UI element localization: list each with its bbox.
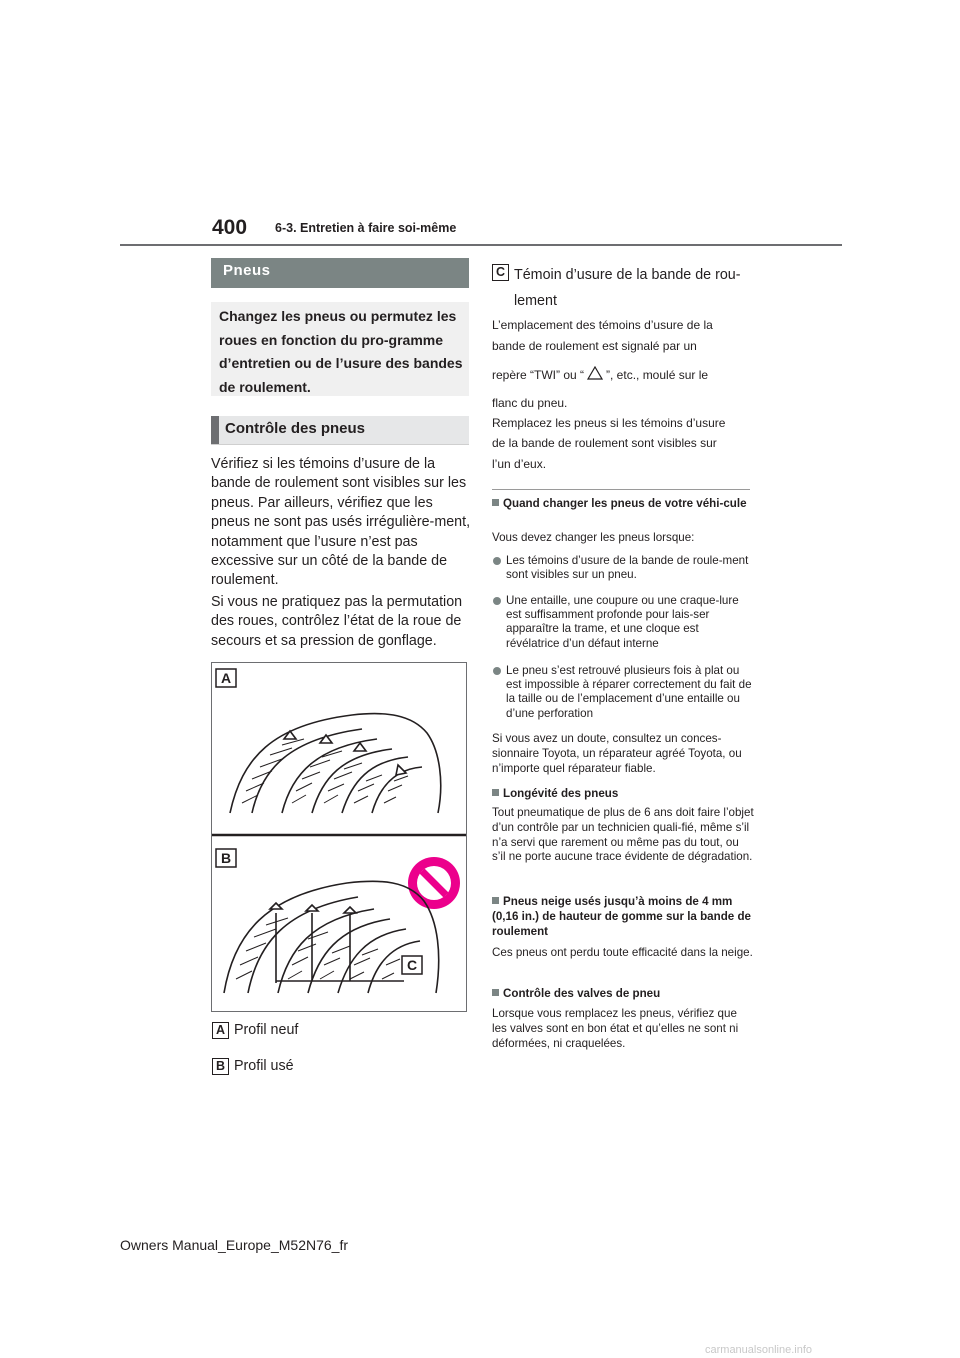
note-1-end: Si vous avez un doute, consultez un conces-sionnaire Toyota, un réparateur agréé Toyota, ou n’importe quel réparateur fiable. xyxy=(492,732,742,775)
header-rule xyxy=(120,244,842,246)
controle-heading-bar xyxy=(211,416,469,445)
c-desc-3a: repère “TWI” ou “ xyxy=(492,368,585,382)
note-square-icon xyxy=(492,897,499,904)
c-title xyxy=(492,262,767,314)
label-c: C xyxy=(406,957,418,973)
legend-a-text: Profil neuf xyxy=(234,1022,299,1038)
note-3-title: Pneus neige usés jusqu’à moins de 4 mm (0,16 in.) de hauteur de gomme sur la bande de roulement xyxy=(492,895,751,938)
paragraph-2: Si vous ne pratiquez pas la permutation des roues, contrôlez l’état de la roue de secours et sa pression de gonflage. xyxy=(211,594,463,649)
note-2-text: Tout pneumatique de plus de 6 ans doit faire l’objet d’un contrôle par un technicien quali-fié, même s’il n’a servi que rarement ou même pas du tout, ou s’il ne porte aucune trace évidente de dégradation. xyxy=(492,806,754,864)
intro-text: Changez les pneus ou permutez les roues en fonction du pro-gramme d’entretien ou de l’usure des bandes de roulement. xyxy=(219,308,463,395)
c-desc-3b: ”, etc., moulé sur le xyxy=(606,368,709,382)
note-3-text: Ces pneus ont perdu toute efficacité dans la neige. xyxy=(492,946,753,959)
c-key: C xyxy=(492,264,509,281)
label-b: B xyxy=(220,850,232,866)
c-title-line-1: Témoin d’usure de la bande de rou- xyxy=(514,267,741,283)
legend-a xyxy=(212,1022,299,1039)
note-4-title: Contrôle des valves de pneu xyxy=(492,987,754,1002)
prohibited-icon xyxy=(408,857,460,909)
legend-a-key: A xyxy=(212,1022,229,1039)
c-desc-6: de la bande de roulement sont visibles sur xyxy=(492,436,717,450)
label-a: A xyxy=(220,670,232,686)
note-4-text: Lorsque vous remplacez les pneus, vérifiez que les valves sont en bon état et qu’elles ne sont ni déformées, ni craquelées. xyxy=(492,1007,739,1050)
c-desc-5: Remplacez les pneus si les témoins d’usure xyxy=(492,416,726,430)
notes-rule xyxy=(492,489,750,490)
c-desc-2: bande de roulement est signalé par un xyxy=(492,339,697,353)
pneus-title: Pneus xyxy=(223,262,271,279)
worn-tire xyxy=(224,881,439,993)
legend-b-key: B xyxy=(212,1058,229,1075)
bullet-dot-icon xyxy=(493,667,501,675)
note-1-bullet-2: Une entaille, une coupure ou une craque-lure est suffisamment profonde pour lais-ser apparaître la trame, et une cloque est révélatrice d’un défaut interne xyxy=(492,594,754,651)
controle-heading: Contrôle des pneus xyxy=(225,420,366,437)
note-square-icon xyxy=(492,989,499,996)
legend-b xyxy=(212,1058,294,1075)
section-title: 6-3. Entretien à faire soi-même xyxy=(275,221,457,235)
note-square-icon xyxy=(492,789,499,796)
pneus-title-bar xyxy=(211,258,469,288)
c-desc-4: flanc du pneu. xyxy=(492,396,568,410)
note-1-bullet-3: Le pneu s’est retrouvé plusieurs fois à plat ou est impossible à réparer correctement du fait de la taille ou de l’emplacement d’une entaille ou d’une perforation xyxy=(492,664,754,721)
note-2-title: Longévité des pneus xyxy=(492,787,754,802)
bullet-dot-icon xyxy=(493,557,501,565)
c-desc-1: L’emplacement des témoins d’usure de la xyxy=(492,318,713,332)
note-1-intro: Vous devez changer les pneus lorsque: xyxy=(492,531,695,544)
page-number: 400 xyxy=(212,216,248,239)
watermark: carmanualsonline.info xyxy=(705,1344,813,1356)
note-1-bullet-1: Les témoins d’usure de la bande de roule-ment sont visibles sur un pneu. xyxy=(492,554,754,582)
legend-b-text: Profil usé xyxy=(234,1058,294,1074)
c-title-line-2: lement xyxy=(514,293,557,309)
twi-triangle-icon xyxy=(584,365,606,385)
footer-text: Owners Manual_Europe_M52N76_fr xyxy=(120,1237,349,1253)
tire-drawing xyxy=(212,663,467,1012)
tire-illustration xyxy=(211,662,467,1012)
intro-box xyxy=(211,302,469,396)
note-square-icon xyxy=(492,499,499,506)
c-desc-7: l’un d’eux. xyxy=(492,457,547,471)
new-tire xyxy=(230,714,441,813)
bullet-dot-icon xyxy=(493,597,501,605)
heading-accent xyxy=(211,416,219,444)
note-1-title: Quand changer les pneus de votre véhi-cule xyxy=(492,497,754,512)
c-desc-3 xyxy=(492,365,752,385)
paragraph-1: Vérifiez si les témoins d’usure de la bande de roulement sont visibles sur les pneus. Par ailleurs, vérifiez que les pneus ne sont pas usés irrégulière-ment, notamment que l’usure n’est pas excessive sur un côté de la bande de roulement. xyxy=(211,456,471,589)
